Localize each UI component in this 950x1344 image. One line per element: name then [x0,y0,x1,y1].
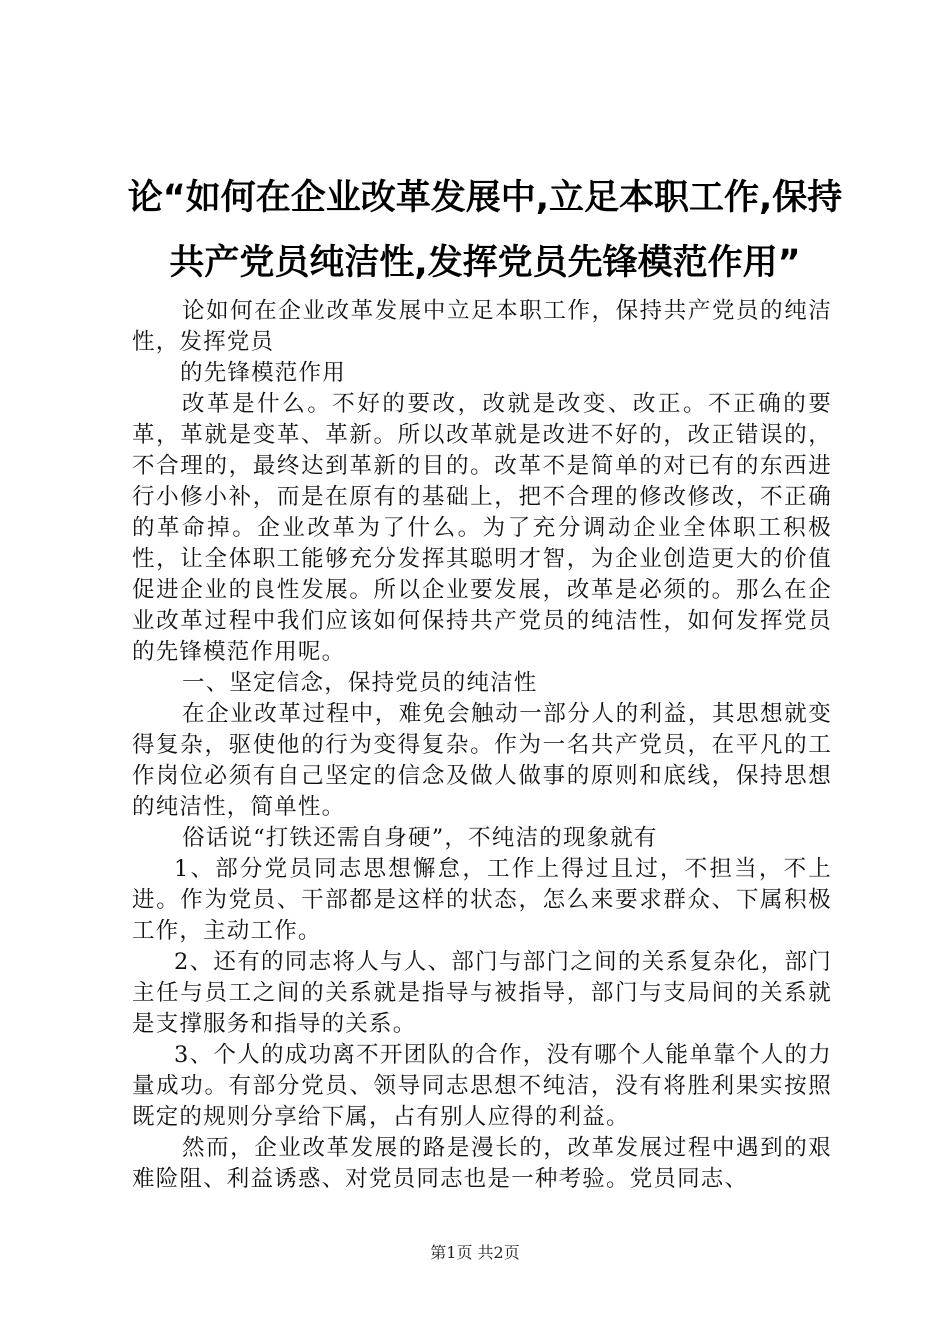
document-title: 论“如何在企业改革发展中,立足本职工作,保持共产党员纯洁性,发挥党员先锋模范作用” [127,178,843,283]
paragraph: 论如何在企业改革发展中立足本职工作，保持共产党员的纯洁性，发挥党员 [132,298,832,355]
paragraph: 俗话说“打铁还需自身硬”，不纯洁的现象就有 [182,825,658,851]
document-body [132,296,832,1195]
list-item: 2、还有的同志将人与人、部门与部门之间的关系复杂化，部门主任与员工之间的关系就是指导与被指导，部门与支局间的关系就是支撑服务和指导的关系。 [132,949,832,1037]
paragraph: 然而，企业改革发展的路是漫长的，改革发展过程中遇到的艰难险阻、利益诱惑、对党员同志也是一种考验。党员同志、 [132,1135,832,1192]
paragraph: 改革是什么。不好的要改，改就是改变、改正。不正确的要革，革就是变革、革新。所以改革就是改进不好的，改正错误的，不合理的，最终达到革新的目的。改革不是简单的对已有的东西进行小修小补，而是在原有的基础上，把不合理的修改修改，不正确的革命掉。企业改革为了什么。为了充分调动企业全体职工积极性，让全体职工能够充分发挥其聪明才智，为企业创造更大的价值促进企业的良性发展。所以企业要发展，改革是必须的。那么在企业改革过程中我们应该如何保持共产党员的纯洁性，如何发挥党员的先锋模范作用呢。 [132,391,832,665]
paragraph: 的先锋模范作用 [180,360,346,386]
list-item: 1、部分党员同志思想懈怠，工作上得过且过，不担当，不上进。作为党员、干部都是这样的状态，怎么来要求群众、下属积极工作，主动工作。 [132,856,832,944]
list-item: 3、个人的成功离不开团队的合作，没有哪个人能单靠个人的力量成功。有部分党员、领导同志思想不纯洁，没有将胜利果实按照既定的规则分享给下属，占有别人应得的利益。 [132,1042,832,1130]
section-heading: 一、坚定信念，保持党员的纯洁性 [182,670,538,696]
paragraph: 在企业改革过程中，难免会触动一部分人的利益，其思想就变得复杂，驱使他的行为变得复杂。作为一名共产党员，在平凡的工作岗位必须有自己坚定的信念及做人做事的原则和底线，保持思想的纯洁性，简单性。 [132,701,832,820]
page-footer: 第1页 共2页 [430,1243,520,1262]
